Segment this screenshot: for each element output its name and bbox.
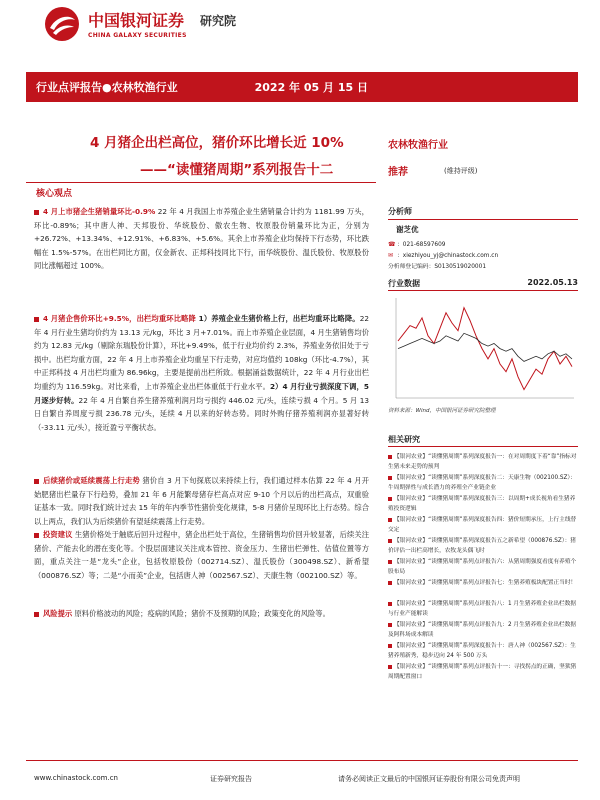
core-point-2-body1: 22 年 4 月行业生猪均价约为 13.13 元/kg，环比 3 月+7.01%。而上市养殖企业层面，4 月生猪销售均价约为 12.83 元/kg（剔除东瑞股份计算），环比+9.49%，低于行业均价约 2.3%，养殖业务依旧处于亏损中。出栏均重方面，22 年 4 月上市养殖企业均重呈下行走势，对应均值约 108kg（环比-4.7%），其中正邦科技 4 月出栏均重为 86.96kg，主要是提前出栏所致。根据涌益数据统计，22 年 4 月行业出栏均重约为 116.59kg。对比来看，上市养殖企业出栏体重低于行业水平。	[34, 314, 369, 391]
chart-series-group	[398, 308, 572, 390]
bullet-square-icon	[388, 560, 392, 564]
related-item[interactable]	[388, 536, 578, 556]
industry-name: 农林牧渔行业	[388, 140, 448, 151]
core-point-2-head: 4 月猪企售价环比+9.5%，出栏均重环比略降	[43, 314, 196, 323]
related-item[interactable]	[388, 578, 578, 588]
bullet-square-icon	[388, 623, 392, 627]
bullet-square-icon	[388, 665, 392, 669]
related-item-text: 【银河农业】“读懂猪周期”系列深度报告一：在对周期度下着“靠”指标对生猪未来走势的预判	[388, 454, 577, 470]
core-point-4-head: 投资建议	[43, 530, 73, 539]
brand-name-en: CHINA GALAXY SECURITIES	[88, 32, 187, 39]
bullet-square-icon	[34, 210, 39, 215]
footer-label: 证券研究报告	[210, 775, 252, 783]
report-title: 4 月猪企出栏高位，猪价环比增长近 10%	[90, 135, 344, 151]
core-point-5-body: 原料价格波动的风险；疫病的风险；猪价不及预期的风险；政策变化的风险等。	[72, 609, 330, 618]
related-item-text: 【银河农业】“读懂猪周期”系列深度报告三：以周期+成长视角看生猪养殖投资逻辑	[388, 496, 576, 512]
core-point-4	[34, 528, 369, 582]
core-point-3-head: 后续猪价或延续震荡上行走势	[43, 476, 140, 485]
core-point-3-body: 猪价自 3 月下旬探底以来持续上行，我们通过样本估算 22 年 4 月开始肥猪出栏量存下行趋势，叠加 21 年 6 月能繁母猪存栏高点对应 9-10 个月以后的出栏高点，双重验证基本一致。同时我们统计过去 15 年的年内季节性猪价变化规律，5-8 月猪价呈现环比上行态势。综合以上两点，我们认为后续猪价有望延续震荡上行走势。	[34, 476, 369, 526]
brand-institute: 研究院	[200, 14, 237, 28]
footer-url[interactable]: www.chinastock.com.cn	[34, 774, 118, 782]
analyst-divider	[388, 219, 578, 220]
related-item[interactable]	[388, 620, 578, 640]
report-date: 2022 年 05 月 15 日	[254, 81, 368, 94]
related-item[interactable]	[388, 557, 578, 577]
related-item-text: 【银河农业】“读懂猪周期”系列点评报告七：生猪养殖板块配置正当时！	[394, 580, 577, 586]
related-item[interactable]	[388, 473, 578, 493]
market-divider	[388, 290, 578, 291]
bullet-square-icon	[34, 533, 39, 538]
core-point-5-head: 风险提示	[43, 609, 73, 618]
rating-note: (维持评级)	[444, 167, 478, 175]
related-heading: 相关研究	[388, 435, 420, 444]
analyst-cert: 分析师登记编码：S0130519020001	[388, 264, 487, 270]
bullet-square-icon	[388, 581, 392, 585]
analyst-phone-text: ：021-68597609	[397, 242, 446, 248]
report-banner	[26, 72, 578, 102]
core-point-2-sub2: 2）4 月行业亏损深度下调，5 月逐步好转。	[34, 381, 369, 405]
core-view-heading: 核心观点	[36, 189, 73, 199]
related-item-text: 【银河农业】“读懂猪周期”系列深度报告十：唐人神（002567.SZ）：生猪养殖新秀，稳步迈向 24 年 500 万头	[388, 643, 576, 659]
core-point-3	[34, 474, 369, 528]
bullet-square-icon	[388, 497, 392, 501]
analyst-email-text[interactable]: ：xiezhiyou_yj@chinastock.com.cn	[397, 253, 499, 259]
analyst-heading: 分析师	[388, 207, 412, 216]
core-point-4-body: 生猪价格处于触底后回升过程中，猪企出栏处于高位，生猪销售均价回升较显著，后续关注猪价、产能去化的潜在变化等。个股层面建议关注成本管控、资金压力、生猪出栏弹性、估值位置等方面，重点关注一是“龙头”企业，包括牧原股份（002714.SZ）、温氏股份（300498.SZ）、新希望（000876.SZ）等；二是“小而美”企业，包括唐人神（002567.SZ）、天康生物（002100.SZ）等。	[34, 530, 369, 580]
related-item[interactable]	[388, 662, 578, 682]
core-point-1-head: 4 月上市猪企生猪销量环比-0.9%	[43, 207, 156, 216]
bullet-square-icon	[388, 455, 392, 459]
bullet-square-icon	[388, 539, 392, 543]
market-chart	[388, 294, 578, 406]
bullet-square-icon	[34, 612, 39, 617]
bullet-square-icon	[388, 644, 392, 648]
related-item-text: 【银河农业】“读懂猪周期”系列点评报告十一：寻找拐点的正确，坚狱猪周期配置窗口	[388, 664, 577, 680]
related-item-text: 【银河农业】“读懂猪周期”系列点评报告九：2 月生猪养殖企业出栏数据及阿科场成本解读	[388, 622, 576, 638]
core-point-2-sub1: 1）养殖企业生猪价格上行，出栏均重环比略降。	[195, 314, 360, 323]
related-item[interactable]	[388, 452, 578, 472]
bullet-square-icon	[388, 602, 392, 606]
core-point-1	[34, 205, 369, 273]
brand-logo-area	[44, 6, 304, 56]
title-divider	[26, 182, 376, 183]
rating: 推荐	[388, 167, 408, 178]
related-item-text: 【银河农业】“读懂猪周期”系列点评报告六：从猪周期强度看度有养殖个股布局	[388, 559, 577, 575]
market-data-date: 2022.05.13	[527, 278, 578, 287]
bullet-square-icon	[388, 518, 392, 522]
related-item[interactable]	[388, 494, 578, 514]
market-data-heading: 行业数据	[388, 279, 420, 288]
mail-icon: ✉	[388, 251, 394, 259]
report-subtitle: ——“读懂猪周期”系列报告十二	[140, 162, 334, 178]
core-point-2	[34, 312, 369, 434]
chart-source: 资料来源：Wind，中国银河证券研究院整理	[388, 408, 496, 414]
footer-disclaimer: 请务必阅读正文最后的中国银河证券股份有限公司免责声明	[338, 775, 520, 783]
core-point-2-body2: 22 年 4 月自繁自养生猪养殖利润月均亏损约 446.02 元/头，连续亏损 4 个月。5 月 13 日自繁自养周度亏损 236.78 元/头，延续 4 月以来的好转态势。同时外购仔猪养殖利润亦显著好转（-33.11 元/头），接近盈亏平衡状态。	[34, 395, 369, 432]
related-item-text: 【银河农业】“读懂猪周期”系列点评报告八：1 月生猪养殖企业出栏数据与行业产能解读	[388, 601, 576, 617]
related-item[interactable]	[388, 599, 578, 619]
related-item-text: 【银河农业】“读懂猪周期”系列深度报告二：天康生物（002100.SZ）：牛周期弹性与成长潜力的养殖全产业链企业	[388, 475, 576, 491]
bullet-square-icon	[34, 479, 39, 484]
brand-name: 中国银河证券	[88, 11, 185, 30]
analyst-email	[388, 250, 498, 259]
related-item[interactable]	[388, 641, 578, 661]
footer-divider	[26, 760, 578, 761]
analyst-phone	[388, 239, 445, 248]
galaxy-logo-icon	[44, 6, 80, 42]
phone-icon: ☎	[388, 240, 396, 248]
core-point-5	[34, 607, 369, 621]
core-point-1-body: 22 年 4 月我国上市养殖企业生猪销量合计约为 1181.99 万头，环比-0.89%；其中唐人神、天邦股份、华统股份、傲农生物、牧原股份销量环比为正，分别为+26.72%、+13.34%、+12.91%、+6.83%、+5.6%。其余上市养殖企业均保持下行态势，环比跌幅在 1.5%-57%。在出栏同比方面，仅金新农、正邦科技同比下行，而华统股份、温氏股份、牧原股份同比涨幅超过 100%。	[34, 207, 369, 271]
bullet-square-icon	[34, 317, 39, 322]
chart-series-line-1	[398, 308, 572, 390]
report-type: 行业点评报告●农林牧渔行业	[36, 81, 178, 94]
related-item-text: 【银河农业】“读懂猪周期”系列深度报告四：猪价短期承压，上行主线替交定	[388, 517, 577, 533]
analyst-name: 谢芝优	[396, 225, 419, 234]
related-divider	[388, 446, 578, 447]
related-item[interactable]	[388, 515, 578, 535]
bullet-square-icon	[388, 476, 392, 480]
related-item-text: 【银河农业】“读懂猪周期”系列深度报告五之新希望（000876.SZ）：猪价评估一出栏高增长，农牧龙头偶飞时	[388, 538, 576, 554]
chart-series-line-2	[398, 333, 572, 361]
